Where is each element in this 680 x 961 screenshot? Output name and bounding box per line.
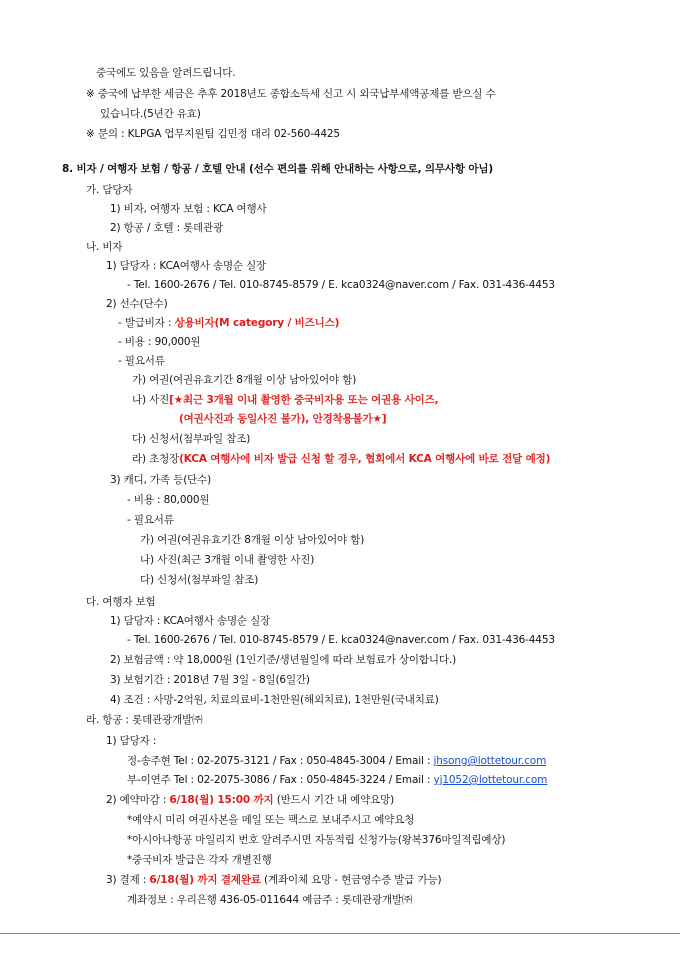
list-item: 1) 담당자 : [106, 735, 157, 747]
list-item: 4) 조건 : 사망-2억원, 치료의료비-1천만원(해외치료), 1천만원(국내치료) [110, 694, 439, 706]
deadline-label: 2) 예약마감 : [106, 794, 170, 806]
list-item: 2) 보험금액 : 약 18,000원 (1인기준/생년월일에 따라 보험료가 상이합니다.) [110, 654, 457, 666]
section-heading: 8. 비자 / 여행자 보험 / 항공 / 호텔 안내 (선수 편의를 위해 안내하는 사항으로, 의무사항 아님) [62, 163, 494, 175]
contact-line: - Tel. 1600-2676 / Tel. 010-8745-8579 / E. kca0324@naver.com / Fax. 031-436-4453 [127, 634, 555, 646]
deadline-note: (반드시 기간 내 예약요망) [273, 794, 395, 806]
subsection-title: 가. 담당자 [86, 184, 133, 196]
note-line: *아시아나항공 마일리지 번호 알려주시면 자동적립 신청가능(왕복376마일적립예상) [127, 834, 506, 846]
email-link[interactable]: jhsong@lottetour.com [433, 755, 547, 767]
list-item: - 비용 : 90,000원 [118, 336, 201, 348]
list-item: 다) 신청서(첨부파일 참조) [132, 433, 251, 445]
list-item: 다) 신청서(첨부파일 참조) [140, 574, 259, 586]
list-item: 3) 보험기간 : 2018년 7월 3일 - 8일(6일간) [110, 674, 310, 686]
invitation-line [132, 452, 550, 466]
inquiry-note: ※ 문의 : KLPGA 업무지원팀 김민정 대리 02-560-4425 [86, 128, 340, 140]
note-line: *중국비자 발급은 각자 개별진행 [127, 854, 272, 866]
list-item: 1) 비자, 여행자 보험 : KCA 여행사 [110, 203, 267, 215]
visa-type-line [118, 316, 339, 330]
list-item: 1) 담당자 : KCA여행사 송명순 실장 [110, 615, 271, 627]
note-line: *예약시 미리 여권사본을 메일 또는 팩스로 보내주시고 예약요청 [127, 814, 415, 826]
invitation-note: (KCA 여행사에 비자 발급 신청 할 경우, 협회에서 KCA 여행사에 바로 전달 예정) [179, 453, 551, 465]
contact-text: 부-이연주 Tel : 02-2075-3086 / Fax : 050-4845-3224 / Email : [127, 774, 434, 786]
subsection-title: 나. 비자 [86, 241, 123, 253]
photo-note: [★최근 3개월 이내 촬영한 중국비자용 또는 여권용 사이즈, [169, 394, 439, 406]
reservation-deadline [106, 793, 394, 807]
contact-line-secondary [127, 773, 547, 787]
list-item: 3) 캐디, 가족 등(단수) [110, 474, 212, 486]
contact-text: 정-송주현 Tel : 02-2075-3121 / Fax : 050-4845-3004 / Email : [127, 755, 434, 767]
text-line: 중국에도 있음을 알려드립니다. [96, 67, 236, 79]
photo-note-cont: (여권사진과 동일사진 불가), 안경착용불가★] [179, 413, 387, 425]
payment-label: 3) 결제 : [106, 874, 150, 886]
photo-requirement [132, 393, 438, 407]
contact-line-primary [127, 754, 546, 768]
list-item: 1) 담당자 : KCA여행사 송명순 실장 [106, 260, 267, 272]
payment-line [106, 873, 441, 887]
list-item: 가) 여권(여권유효기간 8개월 이상 남아있어야 함) [140, 534, 365, 546]
list-item: - 비용 : 80,000원 [127, 494, 210, 506]
deadline-date: 6/18(월) 15:00 까지 [169, 794, 274, 806]
email-link[interactable]: yj1052@lottetour.com [433, 774, 548, 786]
contact-line: - Tel. 1600-2676 / Tel. 010-8745-8579 / E. kca0324@naver.com / Fax. 031-436-4453 [127, 279, 555, 291]
subsection-title: 다. 여행자 보험 [86, 596, 156, 608]
photo-label: 나) 사진 [132, 394, 170, 406]
list-item: 2) 항공 / 호텔 : 롯데관광 [110, 222, 224, 234]
text-line: 있습니다.(5년간 유효) [100, 108, 201, 120]
visa-type-label: - 발급비자 : [118, 317, 175, 329]
subsection-title: 라. 항공 : 롯데관광개발㈜ [86, 714, 203, 726]
payment-deadline: 6/18(월) 까지 결제완료 [149, 874, 261, 886]
payment-note: (계좌이체 요망 - 현금영수증 발급 가능) [260, 874, 442, 886]
account-info: 계좌정보 : 우리은행 436-05-011644 예금주 : 롯데관광개발㈜ [127, 894, 413, 906]
list-item: - 필요서류 [127, 514, 174, 526]
invitation-label: 라) 초청장 [132, 453, 180, 465]
tax-note: ※ 중국에 납부한 세금은 추후 2018년도 종합소득세 신고 시 외국납부세액공제를 받으실 수 [86, 88, 496, 100]
list-item: - 필요서류 [118, 355, 165, 367]
footer-divider [0, 933, 680, 934]
list-item: 나) 사진(최근 3개월 이내 촬영한 사진) [140, 554, 315, 566]
visa-type-value: 상용비자(M category / 비즈니스) [174, 317, 340, 329]
list-item: 가) 여권(여권유효기간 8개월 이상 남아있어야 함) [132, 374, 357, 386]
list-item: 2) 선수(단수) [106, 298, 168, 310]
